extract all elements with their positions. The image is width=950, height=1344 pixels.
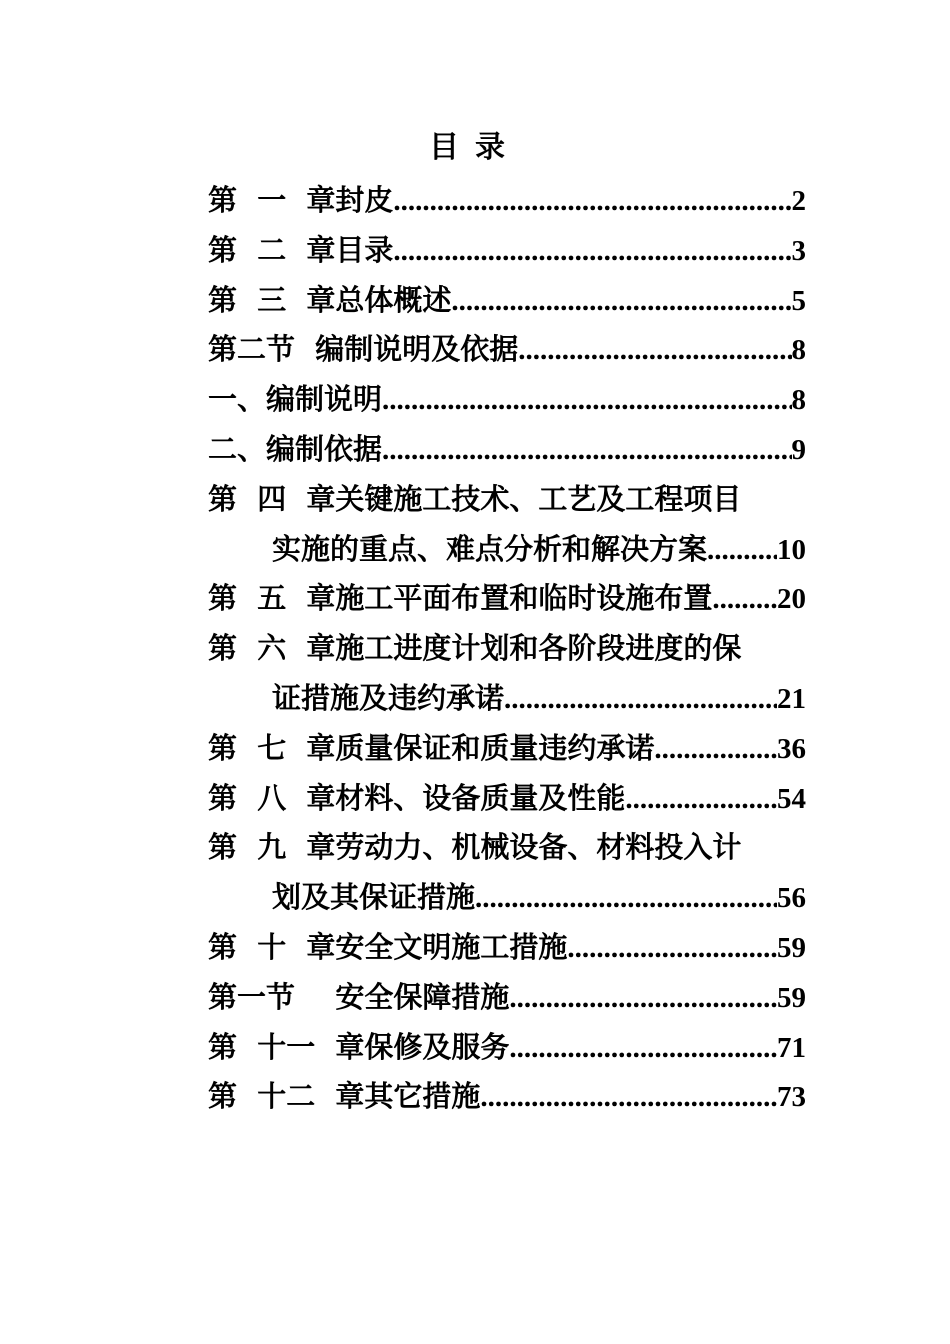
toc-entry-page: 10 bbox=[777, 533, 806, 566]
toc-leader-dots bbox=[451, 277, 791, 327]
toc-entry-label: 第一节 安全保障措施 bbox=[208, 979, 510, 1014]
toc-entry-page: 73 bbox=[777, 1081, 806, 1114]
toc-entry-label-continued: 实施的重点、难点分析和解决方案 bbox=[272, 531, 708, 566]
toc-entry-label: 第 九 章劳动力、机械设备、材料投入计 bbox=[208, 830, 742, 865]
toc-entry[interactable] bbox=[208, 973, 806, 1023]
toc-entry-label: 二、编制依据 bbox=[208, 431, 383, 466]
toc-leader-dots bbox=[504, 675, 777, 725]
toc-entry-label: 第 十二 章其它措施 bbox=[208, 1079, 481, 1114]
toc-entry-label: 第 八 章材料、设备质量及性能 bbox=[208, 780, 626, 815]
toc-entry[interactable] bbox=[208, 375, 806, 425]
toc-entry[interactable] bbox=[208, 226, 806, 276]
toc-entry[interactable] bbox=[208, 724, 806, 774]
toc-entry-page: 5 bbox=[791, 284, 806, 317]
toc-leader-dots bbox=[567, 924, 777, 974]
toc-entry[interactable] bbox=[208, 276, 806, 326]
toc-leader-dots bbox=[509, 974, 777, 1024]
toc-leader-dots bbox=[480, 1073, 777, 1123]
toc-entry[interactable] bbox=[208, 823, 806, 923]
toc-entry[interactable] bbox=[208, 325, 806, 375]
toc-leader-dots bbox=[518, 326, 791, 376]
toc-leader-dots bbox=[509, 1024, 777, 1074]
toc-entry-label: 第 三 章总体概述 bbox=[208, 282, 452, 317]
toc-entry-page: 20 bbox=[777, 583, 806, 616]
toc-entry-page: 8 bbox=[791, 384, 806, 417]
toc-entry-page: 59 bbox=[777, 931, 806, 964]
toc-entry-page: 3 bbox=[791, 234, 806, 267]
toc-entry-page: 21 bbox=[777, 682, 806, 715]
toc-entry-page: 8 bbox=[791, 334, 806, 367]
table-of-contents bbox=[208, 176, 806, 1122]
toc-title: 目录 bbox=[429, 130, 521, 165]
toc-entry[interactable] bbox=[208, 425, 806, 475]
toc-entry-label: 第 六 章施工进度计划和各阶段进度的保 bbox=[208, 631, 742, 666]
toc-entry[interactable] bbox=[208, 923, 806, 973]
toc-entry[interactable] bbox=[208, 574, 806, 624]
toc-leader-dots bbox=[382, 376, 791, 426]
toc-entry-label-continued: 证措施及违约承诺 bbox=[272, 680, 505, 715]
toc-entry-page: 54 bbox=[777, 782, 806, 815]
toc-entry[interactable] bbox=[208, 1023, 806, 1073]
toc-entry-label: 第 二 章目录 bbox=[208, 232, 394, 267]
toc-entry[interactable] bbox=[208, 176, 806, 226]
toc-entry-label: 第 五 章施工平面布置和临时设施布置 bbox=[208, 581, 713, 616]
toc-leader-dots bbox=[382, 426, 791, 476]
toc-leader-dots bbox=[475, 874, 777, 924]
toc-entry-page: 9 bbox=[791, 433, 806, 466]
toc-entry-label: 第 七 章质量保证和质量违约承诺 bbox=[208, 730, 655, 765]
toc-entry-label: 第 十一 章保修及服务 bbox=[208, 1029, 510, 1064]
toc-entry-label: 一、编制说明 bbox=[208, 382, 383, 417]
toc-entry-page: 36 bbox=[777, 732, 806, 765]
toc-entry[interactable] bbox=[208, 774, 806, 824]
toc-leader-dots bbox=[625, 775, 777, 825]
toc-entry-page: 59 bbox=[777, 981, 806, 1014]
toc-entry-label: 第 十 章安全文明施工措施 bbox=[208, 929, 568, 964]
toc-entry[interactable] bbox=[208, 1072, 806, 1122]
toc-leader-dots bbox=[393, 227, 791, 277]
toc-entry[interactable] bbox=[208, 475, 806, 575]
toc-entry-label: 第 四 章关键施工技术、工艺及工程项目 bbox=[208, 481, 742, 516]
toc-entry-page: 56 bbox=[777, 882, 806, 915]
toc-entry-label: 第 一 章封皮 bbox=[208, 183, 394, 217]
toc-entry-label: 第二节 编制说明及依据 bbox=[208, 332, 519, 367]
toc-entry-page: 71 bbox=[777, 1031, 806, 1064]
toc-leader-dots bbox=[707, 526, 777, 576]
toc-entry-label-continued: 划及其保证措施 bbox=[272, 880, 476, 915]
toc-leader-dots bbox=[712, 575, 777, 625]
toc-leader-dots bbox=[393, 177, 791, 227]
toc-leader-dots bbox=[654, 725, 777, 775]
toc-entry-page: 2 bbox=[791, 185, 806, 217]
toc-entry[interactable] bbox=[208, 624, 806, 724]
